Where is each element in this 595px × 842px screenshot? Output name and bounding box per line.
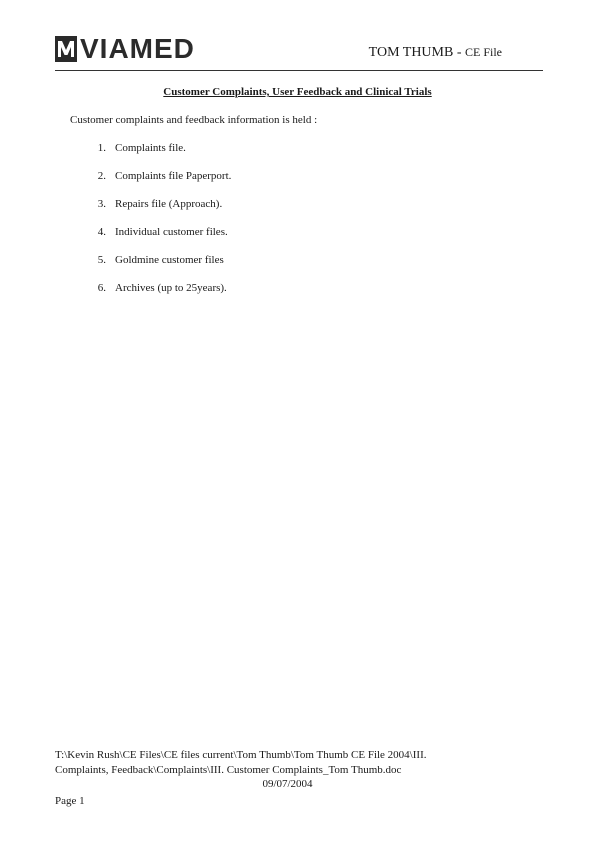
header-title-sub: CE File (464, 45, 502, 59)
header-title-main: TOM THUMB - (368, 45, 465, 60)
list-item-number: 3. (97, 198, 106, 210)
list-item (70, 282, 231, 310)
list-item (70, 226, 231, 254)
company-logo (55, 34, 195, 64)
document-heading: Customer Complaints, User Feedback and Clinical Trials (163, 86, 432, 98)
list-item-text: Goldmine customer files (115, 254, 224, 266)
list-item-text: Repairs file (Approach). (115, 198, 223, 210)
footer-path-line: Complaints, Feedback\Complaints\III. Customer Complaints_Tom Thumb.doc (55, 764, 402, 776)
list-item-number: 1. (97, 142, 106, 154)
list-item-text: Complaints file Paperport. (115, 170, 232, 182)
viamed-logo-icon (55, 36, 77, 62)
list-item-number: 5. (97, 254, 106, 266)
footer-file-path (55, 748, 535, 778)
list-item (70, 254, 231, 282)
header-divider (55, 70, 543, 71)
list-item-text: Complaints file. (115, 142, 186, 154)
list-item (70, 198, 231, 226)
list-item-text: Archives (up to 25years). (115, 282, 227, 294)
files-list (70, 142, 231, 310)
list-item-text: Individual customer files. (115, 226, 228, 238)
list-item-number: 2. (97, 170, 106, 182)
footer-path-line: T:\Kevin Rush\CE Files\CE files current\Tom Thumb\Tom Thumb CE File 2004\III. (55, 749, 427, 761)
header-title (369, 45, 502, 61)
list-item (70, 142, 231, 170)
intro-text: Customer complaints and feedback information is held : (70, 114, 318, 126)
list-item (70, 170, 231, 198)
logo-wordmark: VIAMED (80, 33, 195, 64)
list-item-number: 4. (97, 226, 106, 238)
list-item-number: 6. (97, 282, 106, 294)
footer-page-number: Page 1 (55, 795, 85, 807)
footer-date: 09/07/2004 (262, 778, 313, 790)
